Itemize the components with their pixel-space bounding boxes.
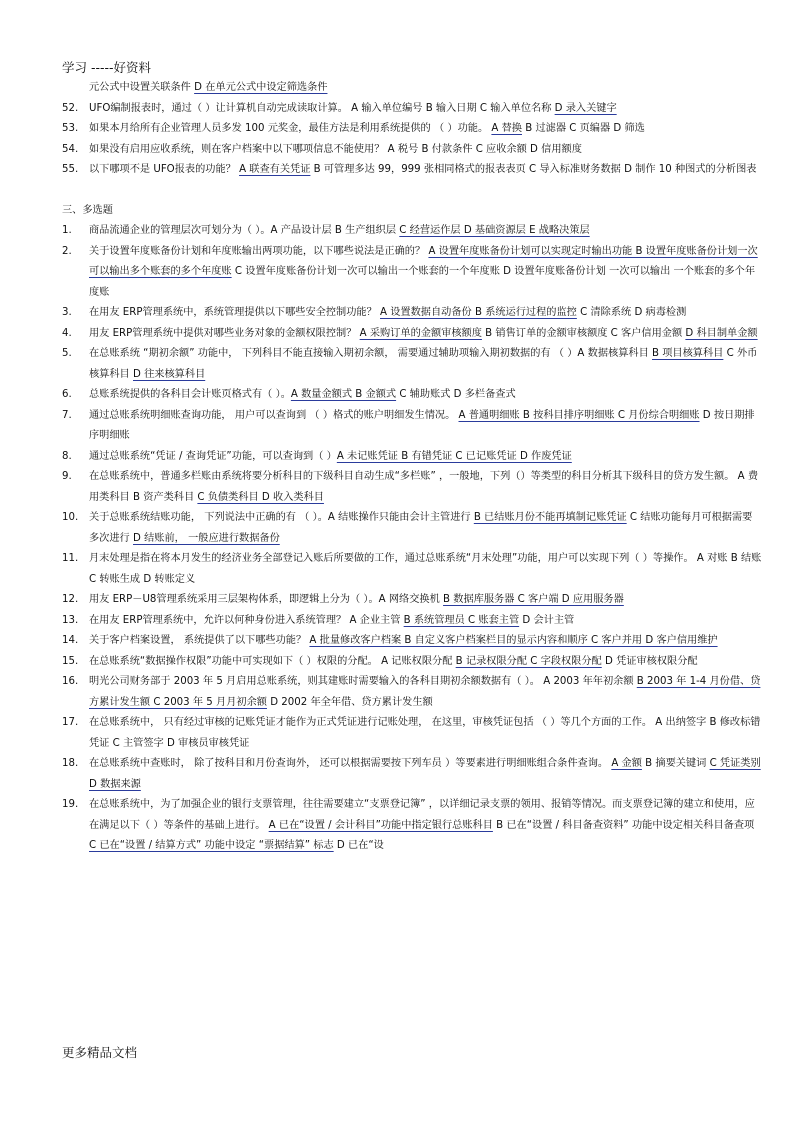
question-item — [62, 508, 762, 549]
question-options: B 过滤器 C 页编器 D 筛选 — [521, 123, 645, 134]
question-stem: 关于设置年度账备份计划和年度账输出两项功能，以下哪些说法是正确的？ — [89, 245, 429, 257]
answer-underline: D 结账前， 一般应进行数据备份 — [133, 532, 280, 544]
question-number: 53. — [62, 123, 79, 134]
question-stem: 在用友 ERP管理系统中，允许以何种身份进入系统管理？ A 企业主管 — [89, 614, 404, 626]
answer-underline: A 设置数据自动备份 B 系统运行过程的监控 — [380, 307, 577, 318]
question-item — [62, 549, 762, 590]
question-text — [89, 242, 762, 304]
question-text — [89, 160, 762, 181]
answer-underline: D 录入关键字 — [554, 102, 617, 114]
question-options: B 可管理多达 99，999 张相同格式的报表表页 C 导入标准财务数据 D 制作 10 种图式的分析图表 — [310, 164, 757, 175]
question-options: C 辅助账式 D 多栏备查式 — [396, 389, 516, 400]
question-stem: 在总账系统 “期初余额” 功能中， 下列科目不能直接输入期初余额， 需要通过辅助项输入期初数据的有 （ ）A 数据核算科目 — [89, 348, 652, 359]
document-body — [62, 78, 762, 857]
question-stem: 明光公司财务部于 2003 年 5 月启用总账系统，则其建账时需要输入的各科目期初余额数据有（ ）。 A 2003 年年初余额 — [89, 676, 637, 687]
question-stem: 用友 ERP－U8管理系统采用三层架构体系，即逻辑上分为（ ）。A 网络交换机 — [89, 594, 444, 605]
question-stem: 月末处理是指在将本月发生的经济业务全部登记入账后所要做的工作，通过总账系统“月末处理”功能，用户可以实现下列（ ）等操作。 A 对账 B 结账 C 转账生成 D 转账定义 — [89, 553, 762, 585]
question-item — [62, 672, 762, 713]
question-stem: 在总账系统中，为了加强企业的银行支票管理，往往需要建立“支票登记簿” ，以详细记录支票的领用、报销等情况。而支票登记簿的建立和使用，应在满足以下（ ）等条件的基础上进行。 — [89, 799, 755, 831]
question-stem: 通过总账系统“凭证 / 查询凭证”功能，可以查询到（ ） — [89, 450, 337, 462]
question-stem: 在用友 ERP管理系统中，系统管理提供以下哪些安全控制功能？ — [89, 307, 381, 318]
question-number: 17. — [62, 717, 79, 728]
question-item — [62, 713, 762, 754]
answer-underline: D 科目制单金额 — [685, 327, 758, 339]
question-options: D 按日期排序明细账 — [89, 409, 755, 441]
question-item — [62, 590, 762, 611]
question-item — [62, 344, 762, 385]
question-number: 5. — [62, 348, 72, 359]
question-stem: 商品流通企业的管理层次可划分为（ ）。A 产品设计层 B 生产组织层 — [89, 225, 400, 236]
answer-underline: C 已在“设置 / 结算方式” 功能中设定 “票据结算” 标志 — [89, 840, 334, 851]
question-item — [62, 631, 762, 652]
question-item — [62, 160, 762, 181]
question-number: 14. — [62, 635, 79, 646]
question-text — [89, 467, 762, 508]
question-text — [89, 754, 762, 795]
question-item — [62, 324, 762, 345]
question-text — [89, 303, 762, 324]
question-stem: 关于总账系统结账功能， 下列说法中正确的有 （ ）。A 结账操作只能由会计主管进行 — [89, 512, 474, 523]
question-number: 54. — [62, 143, 79, 155]
question-stem: 通过总账系统明细账查询功能， 用户可以查询到 （ ）格式的账户明细发生情况。 — [89, 409, 459, 421]
question-text — [89, 221, 762, 242]
answer-underline: D 在单元公式中设定筛选条件 — [194, 82, 328, 93]
answer-underline: B 系统管理员 C 账套主管 — [403, 614, 520, 626]
question-text — [89, 119, 762, 140]
question-item — [62, 652, 762, 673]
question-stem: 总账系统提供的各科目会计账页格式有（ ）。 — [89, 389, 291, 400]
question-item — [62, 385, 762, 406]
question-number: 16. — [62, 676, 79, 687]
question-stem: 用友 ERP管理系统中提供对哪些业务对象的金额权限控制？ — [89, 327, 360, 339]
page-footer: 更多精品文档 — [62, 1045, 138, 1060]
answer-underline: A 普通明细账 B 按科目排序明细账 C 月份综合明细账 — [458, 409, 700, 421]
question-number: 19. — [62, 799, 79, 810]
question-item — [62, 242, 762, 304]
question-options: D 2002 年全年借、贷方累计发生额 — [266, 696, 433, 708]
question-item — [62, 221, 762, 242]
answer-underline: B 数据库服务器 C 客户端 D 应用服务器 — [443, 594, 624, 605]
question-stem: 如果本月给所有企业管理人员多发 100 元奖金，最佳方法是利用系统提供的 （ ）功能。 — [89, 123, 492, 134]
question-text — [89, 324, 762, 345]
question-item — [62, 406, 762, 447]
question-stem: 在总账系统“数据操作权限”功能中可实现如下（ ）权限的分配。 A 记账权限分配 — [89, 655, 456, 667]
answer-underline: A 已在“设置 / 会计科目”功能中指定银行总账科目 — [268, 819, 493, 831]
question-options: B 已在“设置 / 科目备查资料” 功能中设定相关科目备查项 — [492, 819, 755, 831]
answer-underline: B 2003 年 1-4 月份借、贷方累计发生额 C 2003 年 5 月月初余额 — [89, 676, 761, 708]
question-text — [89, 549, 762, 590]
answer-underline: A 批量修改客户档案 B 自定义客户档案栏目的显示内容和顺序 C 客户并用 D 客户信用维护 — [309, 635, 718, 646]
question-item — [62, 140, 762, 161]
question-text — [89, 652, 762, 673]
question-number: 15. — [62, 655, 79, 667]
question-options: C 外币核算科目 — [89, 348, 758, 380]
question-number: 13. — [62, 614, 79, 626]
question-text — [89, 140, 762, 161]
question-stem: 在总账系统中，普通多栏账由系统将要分析科目的下级科目自动生成“多栏账” ，一般地，下列（）等类型的科目分析其下级科目的贷方发生额。 A 费用类科目 B 资产类科目 — [89, 471, 759, 503]
question-item — [62, 795, 762, 857]
question-options: C 清除系统 D 病毒检测 — [576, 307, 687, 318]
question-number: 9. — [62, 471, 72, 482]
question-number: 8. — [62, 450, 72, 462]
question-item — [62, 611, 762, 632]
question-item — [62, 467, 762, 508]
question-text — [89, 611, 762, 632]
question-number: 2. — [62, 245, 72, 257]
multi-choice-list — [62, 221, 762, 857]
question-number: 4. — [62, 327, 72, 339]
question-text — [89, 406, 762, 447]
answer-underline: B 记录权限分配 C 字段权限分配 — [455, 655, 602, 667]
answer-underline: A 联查有关凭证 — [239, 164, 311, 175]
question-number: 7. — [62, 409, 72, 421]
question-options: B 销售订单的金额审核额度 C 客户信用金额 — [481, 327, 686, 339]
question-item — [62, 99, 762, 120]
question-item — [62, 447, 762, 468]
question-text — [89, 795, 762, 857]
question-number: 3. — [62, 307, 72, 318]
question-stem: 以下哪项不是 UFO报表的功能？ — [89, 164, 240, 175]
question-number: 1. — [62, 225, 72, 236]
question-item — [62, 754, 762, 795]
question-text — [89, 631, 762, 652]
question-text — [89, 447, 762, 468]
question-options: B 摘要关键词 — [641, 758, 710, 769]
answer-underline: D 往来核算科目 — [133, 368, 206, 380]
question-number: 11. — [62, 553, 79, 564]
question-options: D 已在“设 — [333, 840, 384, 851]
question-text — [89, 590, 762, 611]
continued-line: 元公式中设置关联条件 D 在单元公式中设定筛选条件 — [89, 82, 328, 93]
answer-underline: A 未记账凭证 B 有错凭证 C 已记账凭证 D 作废凭证 — [336, 450, 572, 462]
question-stem: 在总账系统中， 只有经过审核的记账凭证才能作为正式凭证进行记账处理， 在这里，审核凭证包括 （ ）等几个方面的工作。 A 出纳签字 B 修改标错凭证 C 主管签字 D 审核员审核凭证 — [89, 717, 761, 749]
question-number: 10. — [62, 512, 79, 523]
question-options: D 凭证审核权限分配 — [601, 655, 698, 667]
question-number: 18. — [62, 758, 79, 769]
question-stem: 在总账系统中查账时， 除了按科目和月份查询外， 还可以根据需要按下列车员 ）等要素进行明细账组合条件查询。 — [89, 758, 612, 769]
question-options: D 会计主管 — [519, 614, 575, 626]
answer-underline: A 采购订单的金额审核额度 — [359, 327, 482, 339]
answer-underline: A 数量金额式 B 金额式 — [290, 389, 397, 400]
answer-underline: A 金额 — [611, 758, 642, 769]
page-header: 学习 -----好资料 — [62, 60, 152, 75]
question-number: 55. — [62, 164, 79, 175]
question-text — [89, 672, 762, 713]
answer-underline: A 设置年度账备份计划可以实现定时输出功能 B 设置年度账备份计划一次可以输出多个账套的多个年度账 — [89, 245, 758, 277]
question-number: 12. — [62, 594, 79, 605]
question-text — [89, 344, 762, 385]
section-title: 三、多选题 — [62, 204, 113, 216]
question-stem: UFO编制报表时，通过（ ）让计算机自动完成读取计算。 A 输入单位编号 B 输入日期 C 输入单位名称 — [89, 102, 555, 114]
question-item — [62, 119, 762, 140]
question-text — [89, 385, 762, 406]
question-stem: 如果没有启用应收系统，则在客户档案中以下哪项信息不能使用？ A 税号 B 付款条件 C 应收余额 D 信用额度 — [89, 143, 582, 155]
question-item — [62, 303, 762, 324]
question-options: C 设置年度账备份计划一次可以输出一个账套的一个年度账 D 设置年度账备份计划 一次可以输出 一个账套的多个年度账 — [89, 266, 756, 298]
answer-underline: B 已结账月份不能再填制记账凭证 — [473, 512, 627, 523]
question-text — [89, 99, 762, 120]
question-stem: 关于客户档案设置， 系统提供了以下哪些功能？ — [89, 635, 310, 646]
answer-underline: C 凭证类别 D 数据来源 — [89, 758, 761, 790]
question-number: 52. — [62, 102, 79, 114]
answer-underline: C 负债类科目 D 收入类科目 — [197, 491, 324, 503]
question-options: C 结账功能每月可根据需要多次进行 — [89, 512, 753, 544]
question-text — [89, 713, 762, 754]
question-text — [89, 508, 762, 549]
answer-underline: A 替换 — [491, 123, 522, 134]
question-number: 6. — [62, 389, 72, 400]
answer-underline: B 项目核算科目 — [652, 348, 724, 359]
answer-underline: C 经营运作层 D 基础资源层 E 战略决策层 — [399, 225, 590, 236]
single-choice-list — [62, 99, 762, 181]
